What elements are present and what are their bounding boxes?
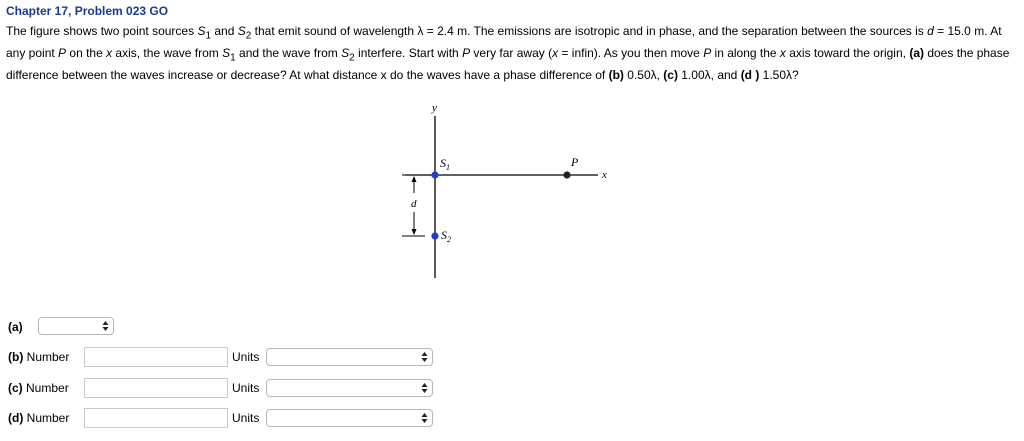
- answer-c-units-select[interactable]: [266, 379, 433, 397]
- source-s2-dot: [431, 232, 438, 239]
- answer-b-units-label: Units: [232, 350, 260, 364]
- answer-a-label: (a): [8, 320, 23, 334]
- select-caret-icon: [421, 351, 428, 363]
- point-p-dot: [563, 171, 570, 178]
- y-axis-label: y: [432, 102, 437, 114]
- answer-d-number-input[interactable]: [84, 408, 228, 428]
- d-arrow-down-head: [412, 229, 417, 235]
- select-caret-icon: [421, 382, 428, 394]
- answer-c-units-label: Units: [232, 381, 260, 395]
- answer-d-units-select[interactable]: [266, 409, 433, 427]
- source-s1-label: $S_1$: [440, 156, 450, 172]
- problem-figure: [395, 96, 625, 291]
- source-s2-label: $S_2$: [441, 228, 451, 244]
- select-caret-icon: [421, 412, 428, 424]
- source-s1-dot: [431, 171, 438, 178]
- problem-title: Chapter 17, Problem 023 GO: [6, 4, 169, 18]
- d-arrow-up-head: [412, 176, 417, 182]
- answer-c-label: (c) Number: [8, 381, 69, 395]
- problem-statement: The figure shows two point sources $S_1$ and $S_2$ that emit sound of wavelength λ = 2.4 m. The emissions are isotropic and in phase, and the separation between the sources is d = 15.0 m. At any point P on the x axis, the wave from $S_1$ and the wave from $S_2$ interfere. Start with P very far away (x = infin). As you then move P in along the x axis toward the origin, (a) does the phase difference between the waves increase or decrease? At what distance x do the waves have a phase difference of (b) 0.50λ, (c) 1.00λ, and (d ) 1.50λ?: [6, 24, 1010, 82]
- d-label: d: [411, 198, 417, 210]
- answer-c-number-input[interactable]: [84, 378, 228, 398]
- point-p-label: P: [571, 155, 579, 169]
- answer-b-number-input[interactable]: [84, 347, 228, 367]
- answer-b-units-select[interactable]: [266, 348, 433, 366]
- select-caret-icon: [102, 320, 109, 332]
- x-axis-label: x: [602, 169, 607, 181]
- answer-a-select[interactable]: [38, 317, 114, 335]
- answer-d-units-label: Units: [232, 411, 260, 425]
- source-diagram: [395, 96, 625, 286]
- answer-b-label: (b) Number: [8, 350, 70, 364]
- answer-d-label: (d) Number: [8, 411, 70, 425]
